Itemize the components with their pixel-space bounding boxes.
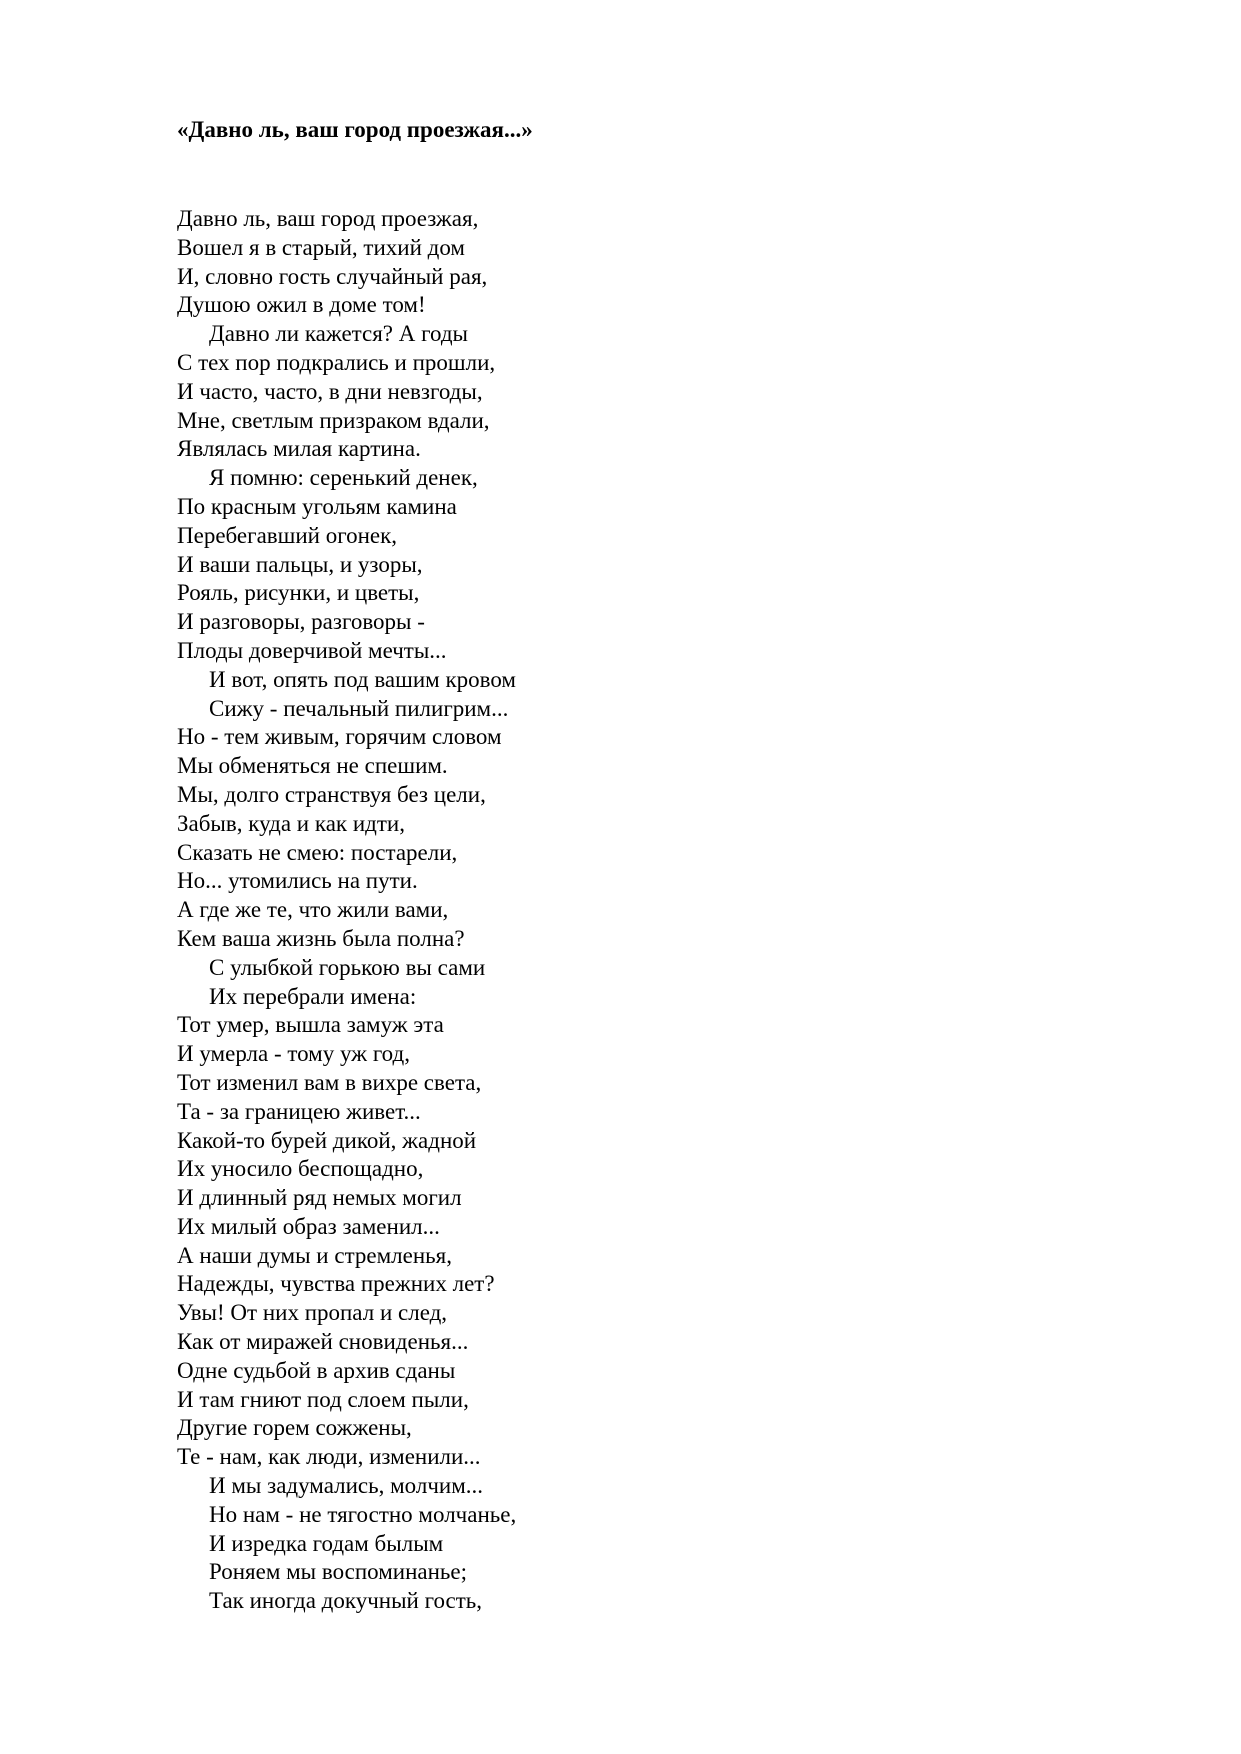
poem-line: Тот изменил вам в вихре света, — [177, 1069, 482, 1095]
poem-line: Забыв, куда и как идти, — [177, 810, 405, 836]
poem-line: Но нам - не тягостно молчанье, — [209, 1501, 517, 1527]
poem-line: Их перебрали имена: — [209, 983, 417, 1009]
poem-line: Но - тем живым, горячим словом — [177, 724, 502, 750]
poem-line: Увы! От них пропал и след, — [177, 1300, 448, 1326]
poem-line: И умерла - тому уж год, — [177, 1041, 410, 1067]
poem-line: Роняем мы воспоминанье; — [209, 1559, 468, 1585]
poem-line: И мы задумались, молчим... — [209, 1473, 484, 1499]
poem-line: И там гниют под слоем пыли, — [177, 1386, 469, 1412]
poem-line: И, словно гость случайный рая, — [177, 263, 488, 289]
poem-line: Та - за границею живет... — [177, 1098, 421, 1124]
poem-line: Те - нам, как люди, изменили... — [177, 1444, 481, 1470]
poem-line: Вошел я в старый, тихий дом — [177, 234, 465, 260]
poem-line: Мы обменяться не спешим. — [177, 753, 448, 779]
poem-line: Мы, долго странствуя без цели, — [177, 781, 486, 807]
poem-line: И изредка годам былым — [209, 1530, 444, 1556]
poem-line: Другие горем сожжены, — [177, 1415, 412, 1441]
poem-line: Какой-то бурей дикой, жадной — [177, 1127, 477, 1153]
poem-line: Кем ваша жизнь была полна? — [177, 925, 465, 951]
poem-line: И часто, часто, в дни невзгоды, — [177, 378, 483, 404]
poem-line: И длинный ряд немых могил — [177, 1185, 462, 1211]
poem-line: Давно ль, ваш город проезжая, — [177, 206, 479, 231]
poem-line: Тот умер, вышла замуж эта — [177, 1012, 444, 1038]
poem-line: Давно ли кажется? А годы — [209, 321, 468, 347]
poem-line: Сказать не смею: постарели, — [177, 839, 458, 865]
poem-line: С улыбкой горькою вы сами — [209, 954, 486, 980]
poem-line: И ваши пальцы, и узоры, — [177, 551, 423, 577]
poem-body — [177, 205, 1077, 1616]
poem-line: Душою ожил в доме том! — [177, 292, 426, 318]
poem-line: Я помню: серенький денек, — [209, 465, 478, 491]
poem-line: Их милый образ заменил... — [177, 1213, 440, 1239]
poem-title: «Давно ль, ваш город проезжая...» — [177, 117, 533, 142]
poem-line: Сижу - печальный пилигрим... — [209, 695, 509, 721]
poem-line: И разговоры, разговоры - — [177, 609, 425, 635]
poem-line: А где же те, что жили вами, — [177, 897, 449, 923]
poem-line: Как от миражей сновиденья... — [177, 1329, 469, 1355]
poem-line: Одне судьбой в архив сданы — [177, 1357, 456, 1383]
poem-line: Так иногда докучный гость, — [209, 1588, 483, 1614]
poem-line: Плоды доверчивой мечты... — [177, 637, 447, 663]
poem-line: С тех пор подкрались и прошли, — [177, 349, 496, 375]
poem-line: А наши думы и стремленья, — [177, 1242, 452, 1268]
poem-line: Мне, светлым призраком вдали, — [177, 407, 490, 433]
poem-line: Надежды, чувства прежних лет? — [177, 1271, 495, 1297]
poem-line: По красным угольям камина — [177, 493, 457, 519]
poem-line: Являлась милая картина. — [177, 436, 421, 462]
poem-line: Рояль, рисунки, и цветы, — [177, 580, 420, 606]
poem-line: Перебегавший огонек, — [177, 522, 398, 548]
poem-line: И вот, опять под вашим кровом — [209, 666, 516, 692]
poem-line: Но... утомились на пути. — [177, 868, 418, 894]
poem-line: Их уносило беспощадно, — [177, 1156, 424, 1182]
